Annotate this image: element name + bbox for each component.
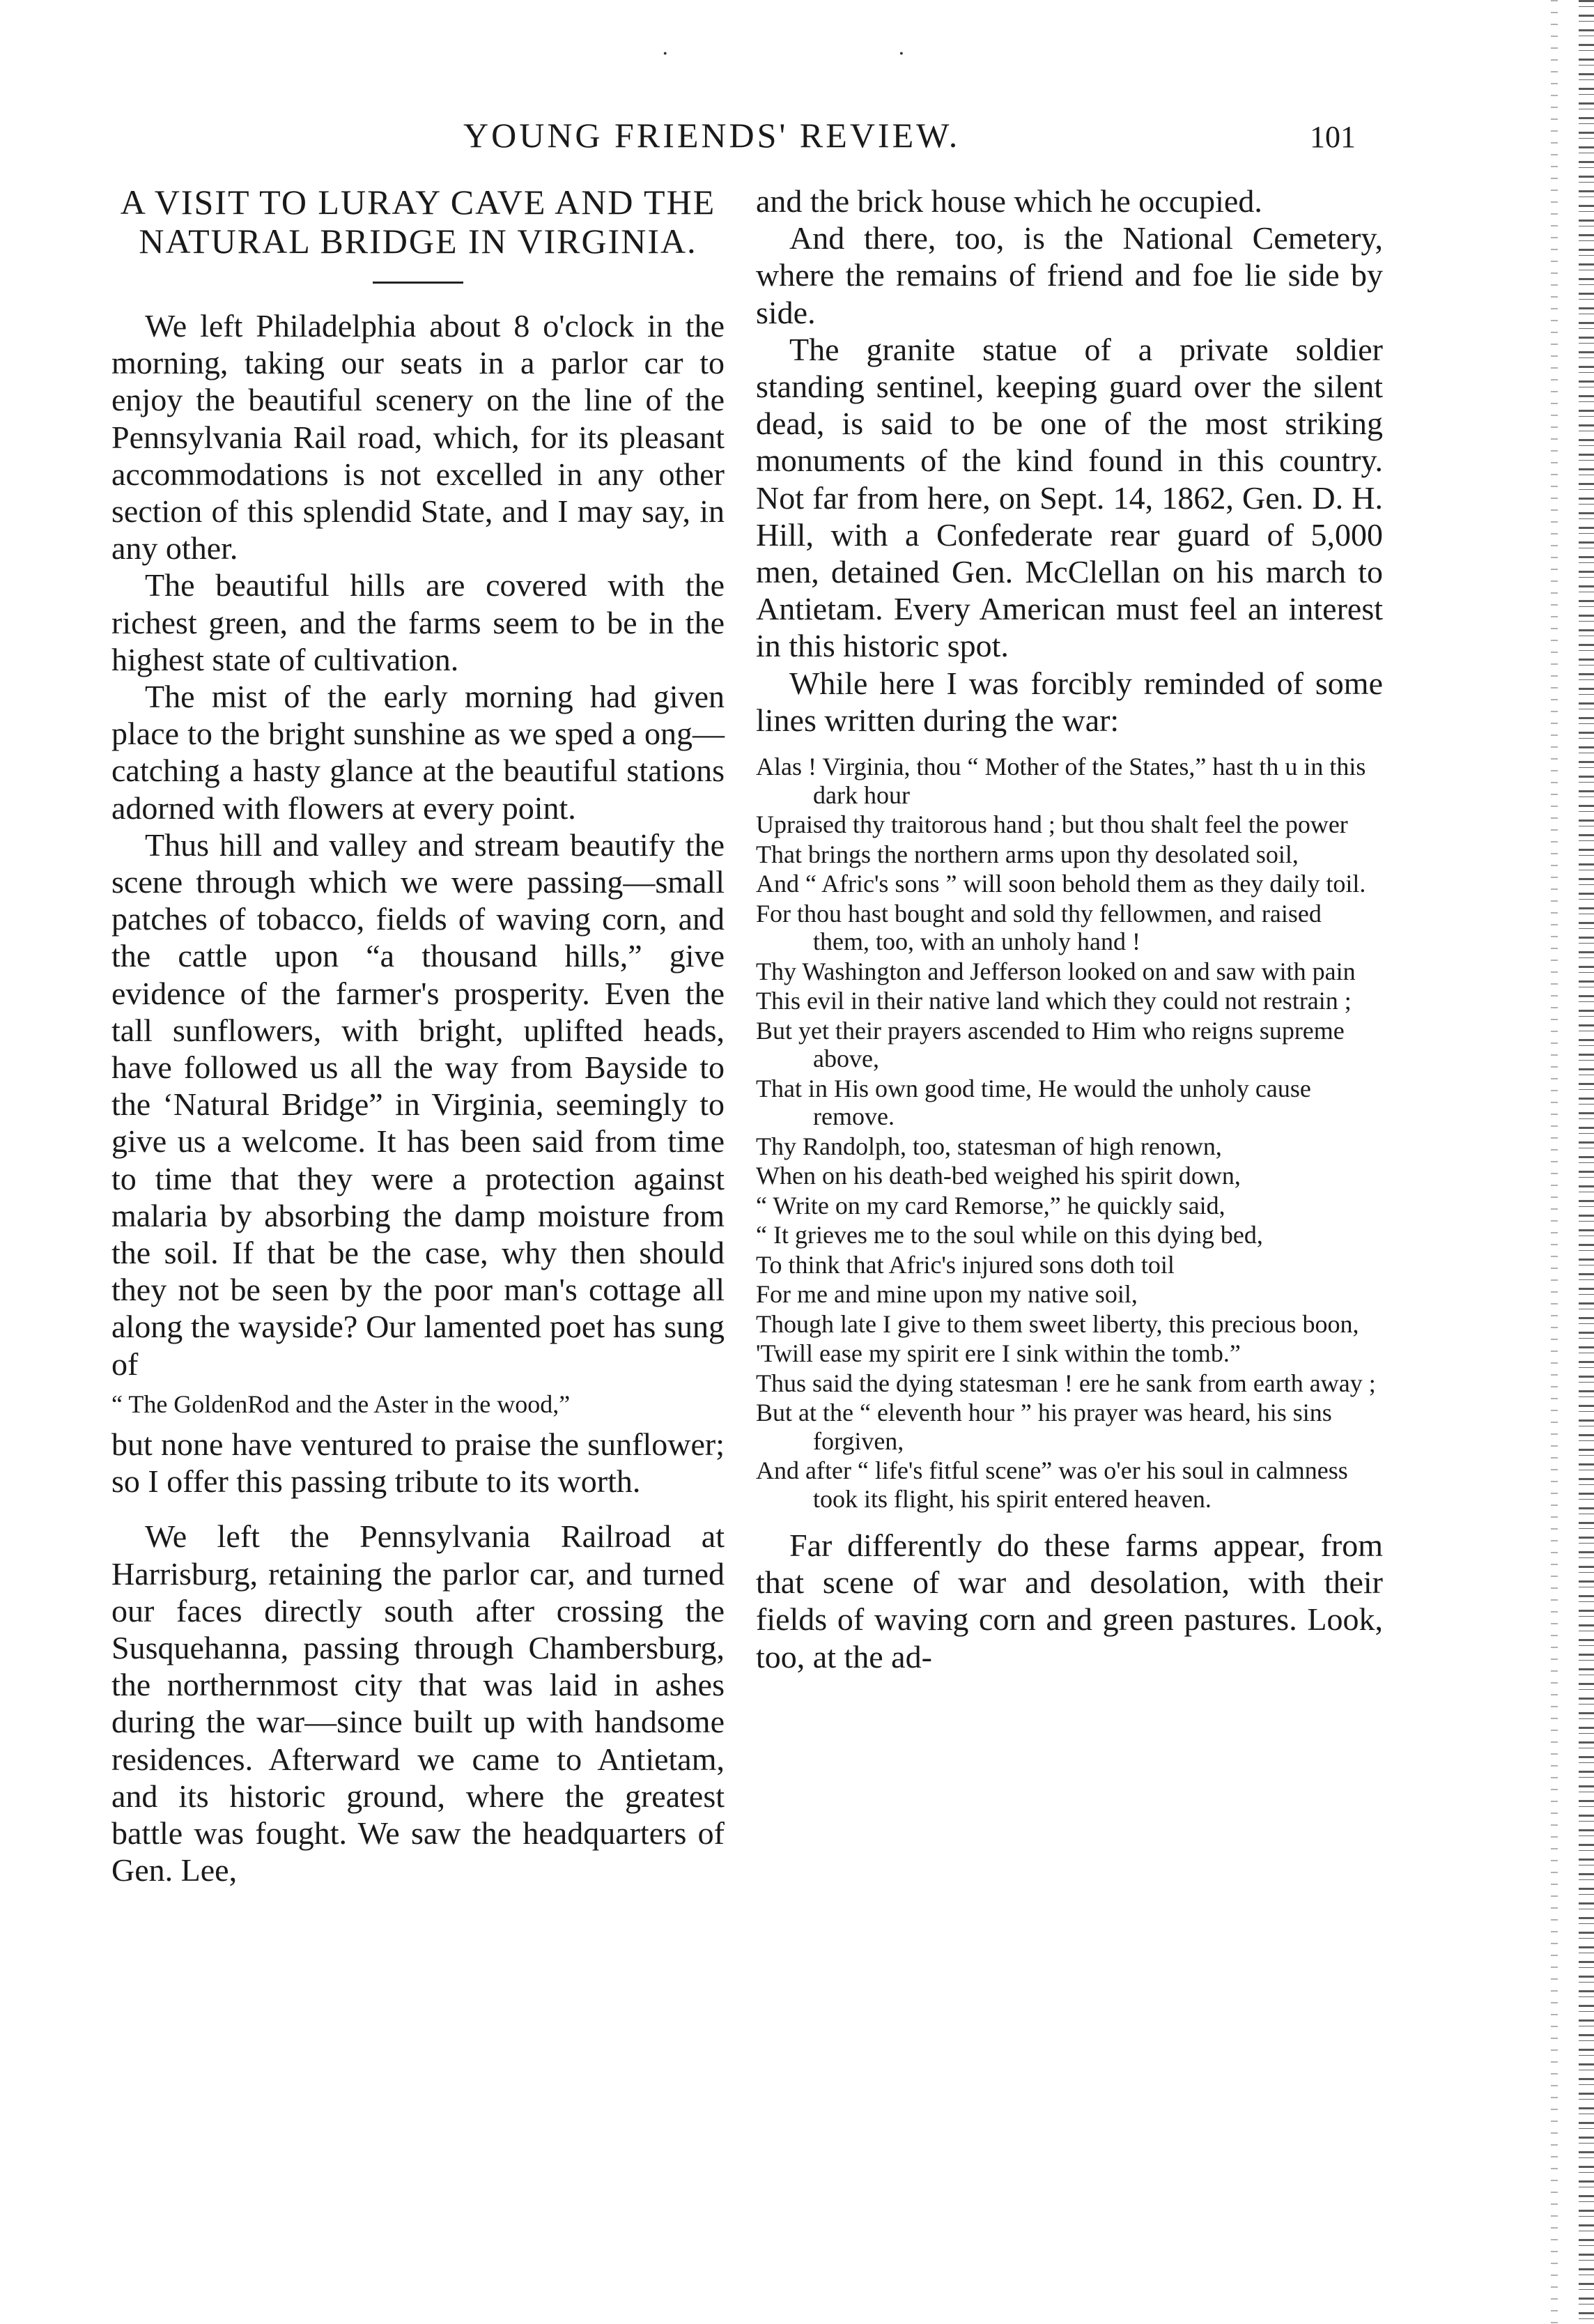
page-header (111, 115, 1407, 164)
quoted-verse: “ The GoldenRod and the Aster in the wood,” (111, 1390, 571, 1418)
poem-line: “ Write on my card Remorse,” he quickly said, (756, 1191, 1225, 1219)
scan-specks: · · (662, 42, 1016, 66)
poem-line: Thy Washington and Jefferson looked on and saw with pain (756, 957, 1356, 985)
poem-line: 'Twill ease my spirit ere I sink within the tomb.” (756, 1339, 1241, 1368)
journal-title: YOUNG FRIENDS' REVIEW. (463, 116, 961, 155)
paragraph: We left Philadelphia about 8 o'clock in the morning, taking our seats in a parlor car to enjoy the beautiful scenery on the line of the Pennsylvania Rail road, which, for its pleasant accommodations is not excelled in any other section of this splendid State, and I may say, in any other. (111, 308, 725, 567)
poem-line: To think that Afric's injured sons doth toil (756, 1250, 1175, 1279)
left-column (111, 183, 725, 1888)
paragraph: Thus hill and valley and stream beautify the scene through which we were passing—small patches of tobacco, fields of waving corn, and the cattle upon “a thousand hills,” give evidence of the farmer's prosperity. Even the tall sunflowers, with bright, uplifted heads, have followed us all the way from Bayside to the ‘Natural Bridge” in Virginia, seemingly to give us a welcome. It has been said from time to time that they were a protection against malaria by absorbing the damp moisture from the soil. If that be the case, why then should they not be seen by the poor man's cottage all along the wayside? Our lamented poet has sung of (111, 826, 725, 1382)
scan-edge-artifact (1551, 0, 1558, 2324)
paragraph: We left the Pennsylvania Railroad at Harrisburg, retaining the parlor car, and turned our faces directly south after crossing the Susquehanna, passing through Chambersburg, the northernmost city that was laid in ashes during the war—since built up with handsome residences. Afterward we came to Antietam, and its historic ground, where the greatest battle was fought. We saw the headquarters of Gen. Lee, (111, 1518, 725, 1888)
paragraph: And there, too, is the National Cemetery, where the remains of friend and foe lie side by side. (756, 220, 1383, 330)
paragraph: and the brick house which he occupied. (756, 183, 1262, 219)
poem-line: And “ Afric's sons ” will soon behold them as they daily toil. (756, 870, 1366, 898)
poem-line: Alas ! Virginia, thou “ Mother of the States,” hast th u in this dark hour (756, 753, 1366, 809)
paragraph: The beautiful hills are covered with the richest green, and the farms seem to be in the highest state of cultivation. (111, 567, 725, 677)
poem (756, 753, 1383, 1513)
poem-line: For thou hast bought and sold thy fellowmen, and raised them, too, with an unholy hand ! (756, 899, 1322, 956)
poem-line: This evil in their native land which they could not restrain ; (756, 987, 1352, 1015)
poem-line: That in His own good time, He would the unholy cause remove. (756, 1074, 1311, 1131)
scan-edge-artifact (1579, 0, 1594, 2324)
poem-line: “ It grieves me to the soul while on this dying bed, (756, 1221, 1263, 1249)
poem-line: Upraised thy traitorous hand ; but thou shalt feel the power (756, 810, 1348, 839)
article-title: A VISIT TO LURAY CAVE AND THE NATURAL BRIDGE IN VIRGINIA. (120, 183, 716, 261)
poem-line: For me and mine upon my native soil, (756, 1280, 1138, 1309)
poem-line: But at the “ eleventh hour ” his prayer was heard, his sins forgiven, (756, 1399, 1332, 1455)
paragraph: but none have ventured to praise the sunflower; so I offer this passing tribute to its worth. (111, 1426, 725, 1500)
poem-line: Thy Randolph, too, statesman of high renown, (756, 1132, 1222, 1160)
paragraph: Far differently do these farms appear, from that scene of war and desolation, with their fields of waving corn and green pastures. Look, too, at the ad- (756, 1527, 1383, 1675)
poem-line: But yet their prayers ascended to Him who reigns supreme above, (756, 1016, 1345, 1073)
page-number: 101 (1310, 120, 1356, 154)
right-column (756, 183, 1383, 1675)
paragraph: The granite statue of a private soldier standing sentinel, keeping guard over the silent dead, is said to be one of the most striking monuments of the kind found in this country. Not far from here, on Sept. 14, 1862, Gen. D. H. Hill, with a Confederate rear guard of 5,000 men, detained Gen. McClellan on his march to Antietam. Every American must feel an interest in this historic spot. (756, 331, 1383, 664)
paragraph: While here I was forcibly reminded of some lines written during the war: (756, 665, 1383, 738)
poem-line: And after “ life's fitful scene” was o'er his soul in calmness took its flight, his spirit entered heaven. (756, 1456, 1348, 1513)
poem-line: Thus said the dying statesman ! ere he sank from earth away ; (756, 1369, 1376, 1397)
paragraph: The mist of the early morning had given place to the bright sunshine as we sped a ong—catching a hasty glance at the beautiful stations adorned with flowers at every point. (111, 679, 725, 826)
poem-line: When on his death-bed weighed his spirit down, (756, 1162, 1241, 1190)
poem-line: That brings the northern arms upon thy desolated soil, (756, 840, 1299, 868)
poem-line: Though late I give to them sweet liberty, this precious boon, (756, 1309, 1359, 1338)
title-divider (373, 282, 463, 284)
